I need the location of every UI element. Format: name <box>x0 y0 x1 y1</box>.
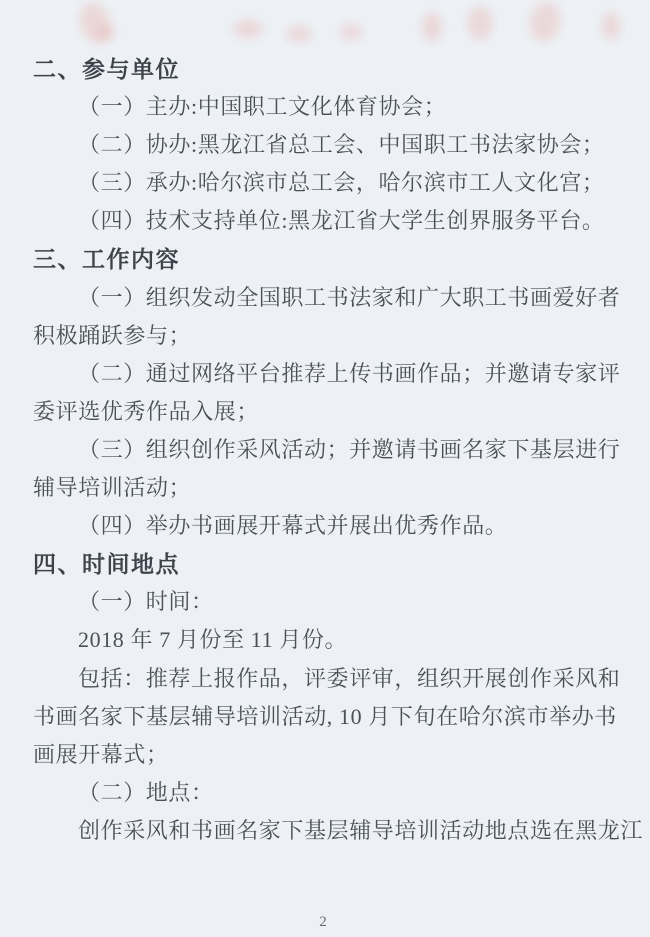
document-line: 委评选优秀作品入展； <box>33 398 260 424</box>
document-line: 积极踊跃参与； <box>33 322 192 348</box>
document-line: 2018 年 7 月份至 11 月份。 <box>78 627 348 653</box>
document-line: （一）主办:中国职工文化体育协会； <box>78 94 447 120</box>
section-heading: 三、工作内容 <box>33 246 180 273</box>
page-number: 2 <box>319 914 327 930</box>
document-line: （四）举办书画展开幕式并展出优秀作品。 <box>78 513 508 539</box>
document-body <box>33 0 644 850</box>
document-line: （三）组织创作采风活动；并邀请书画名家下基层进行 <box>78 436 621 462</box>
document-line: （四）技术支持单位:黑龙江省大学生创界服务平台。 <box>78 208 605 234</box>
document-line: （二）协办:黑龙江省总工会、中国职工书法家协会； <box>78 132 605 158</box>
document-line: 书画名家下基层辅导培训活动, 10 月下旬在哈尔滨市举办书 <box>33 703 617 729</box>
document-line: 辅导培训活动； <box>33 475 192 501</box>
document-line: （一）组织发动全国职工书法家和广大职工书画爱好者 <box>78 284 621 310</box>
document-line: 包括：推荐上报作品，评委评审，组织开展创作采风和 <box>78 665 621 691</box>
document-line: 画展开幕式； <box>33 741 169 767</box>
document-line: 创作采风和书画名家下基层辅导培训活动地点选在黑龙江 <box>78 817 644 843</box>
document-line: （三）承办:哈尔滨市总工会，哈尔滨市工人文化宫； <box>78 170 605 196</box>
section-heading: 二、参与单位 <box>33 56 180 82</box>
document-line: （一）时间： <box>78 589 214 615</box>
section-heading: 四、时间地点 <box>33 551 180 578</box>
document-line: （二）通过网络平台推荐上传书画作品；并邀请专家评 <box>78 360 621 386</box>
document-line: （二）地点： <box>78 779 214 805</box>
